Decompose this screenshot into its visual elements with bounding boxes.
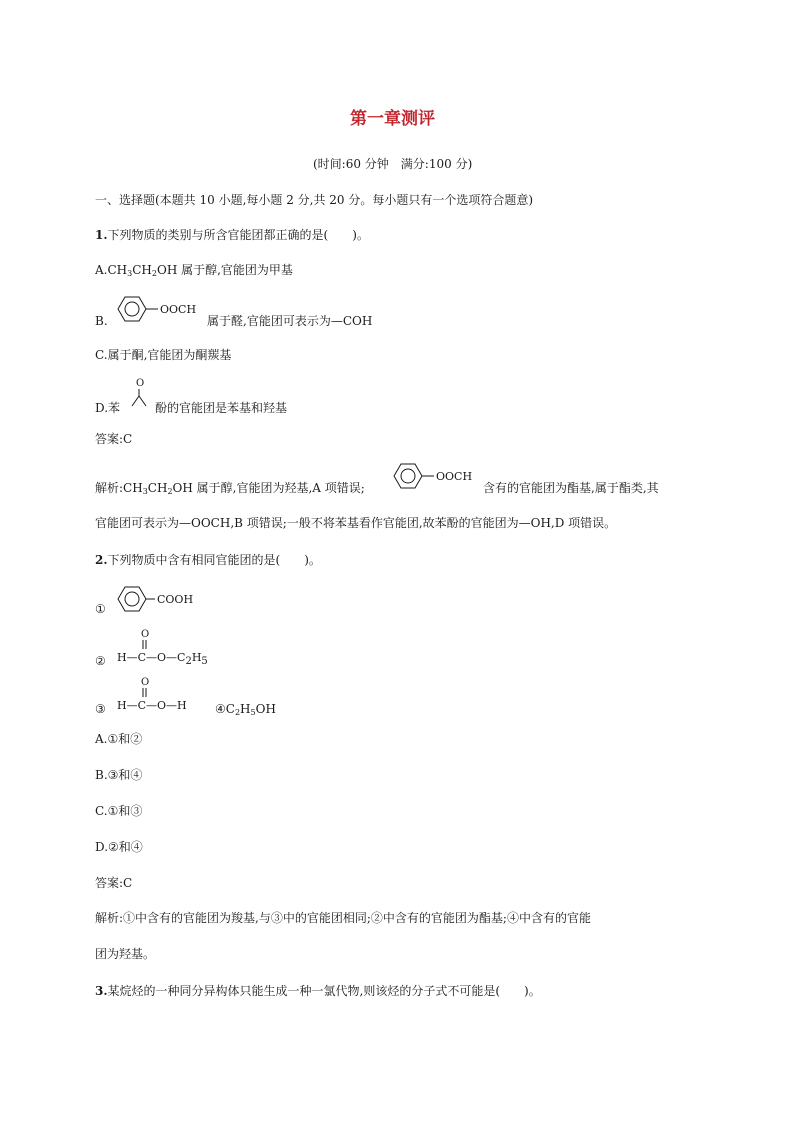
formula-part: CH [107, 263, 128, 277]
benzene-ring-icon [389, 460, 481, 494]
subscript: 3 [127, 269, 133, 278]
benzene-ooch-structure-explanation [389, 460, 481, 494]
question-1-stem [95, 227, 369, 243]
question-1-explanation-line-2: 官能团可表示为—OOCH,B 项错误;一般不将苯基看作官能团,故苯酚的官能团为—OH,D 项错误。 [95, 516, 617, 530]
question-3-stem [95, 983, 541, 999]
formula-part: CH [123, 481, 143, 495]
subscript: 5 [250, 708, 256, 717]
option-text: 属于醇,官能团为甲基 [177, 263, 293, 277]
substituent-label: COOH [157, 593, 194, 606]
molecule-4-label: ④ [215, 702, 226, 716]
question-text: 下列物质中含有相同官能团的是( )。 [107, 553, 321, 567]
question-number: 1. [95, 228, 108, 242]
formula-part: OH [255, 702, 276, 716]
question-1-answer: 答案:C [95, 432, 133, 446]
benzene-ring-icon [113, 293, 205, 327]
structure-chain: H—C—O—H [117, 699, 187, 712]
subscript: 2 [234, 708, 241, 717]
question-1-option-a [95, 262, 293, 278]
substituent-label: OOCH [160, 303, 197, 316]
question-number: 2. [95, 553, 108, 567]
question-1-option-d-label: D.苯 [95, 401, 121, 415]
question-number: 3. [95, 984, 108, 998]
subscript: 2 [151, 269, 157, 278]
question-text: 某烷烃的一种同分异构体只能生成一种一氯代物,则该烃的分子式不可能是( )。 [107, 984, 541, 998]
question-2-option-a: A.①和② [95, 732, 143, 746]
question-1-option-d-text: 酚的官能团是苯基和羟基 [155, 401, 288, 415]
question-2-option-b: B.③和④ [95, 768, 143, 782]
question-1-option-c: C.属于酮,官能团为酮羰基 [95, 348, 232, 362]
oxygen-label: O [136, 378, 145, 389]
subscript: 2 [167, 487, 173, 496]
substituent-label: OOCH [436, 470, 473, 483]
carbonyl-bond-icon [117, 627, 227, 667]
formula-part: CH [147, 481, 168, 495]
formula-part: CH [132, 263, 152, 277]
carbonyl-skeleton-icon [128, 376, 152, 410]
exam-meta: (时间:60 分钟 满分:100 分) [313, 157, 473, 171]
question-text: 下列物质的类别与所含官能团都正确的是( )。 [107, 228, 369, 242]
ketone-skeleton-structure [128, 376, 152, 410]
explanation-text: 属于醇,官能团为羟基,A 项错误; [192, 481, 365, 495]
question-1-option-b-text: 属于醛,官能团可表示为—COH [207, 314, 373, 328]
section-heading: 一、选择题(本题共 10 小题,每小题 2 分,共 20 分。每小题只有一个选项符合题意) [95, 193, 534, 207]
question-2-explanation-line-1: 解析:①中含有的官能团为羧基,与③中的官能团相同;②中含有的官能团为酯基;④中含有的官能 [95, 911, 591, 925]
formula-part: C [225, 702, 235, 716]
formula-part: OH [172, 481, 193, 495]
formula-part: OH [156, 263, 178, 277]
structure-chain: H—C—O—C2H5 [117, 651, 208, 667]
formic-acid-structure [117, 675, 207, 715]
document-title: 第一章测评 [350, 109, 435, 129]
carbonyl-bond-icon [117, 675, 207, 715]
question-2-option-c: C.①和③ [95, 804, 143, 818]
option-label: A. [95, 263, 108, 277]
carbonyl-oxygen: O [141, 629, 150, 640]
question-2-answer: 答案:C [95, 876, 133, 890]
molecule-4 [215, 701, 276, 717]
benzene-ring-icon [113, 583, 205, 617]
molecule-3-label: ③ [95, 702, 106, 716]
question-2-option-d: D.②和④ [95, 840, 143, 854]
formula-part: H [240, 702, 251, 716]
question-1-explanation-line-1a [95, 480, 365, 496]
molecule-2-label: ② [95, 654, 106, 668]
question-1-explanation-line-1b: 含有的官能团为酯基,属于酯类,其 [483, 481, 659, 495]
molecule-1-label: ① [95, 602, 106, 616]
ethyl-formate-structure [117, 627, 227, 667]
question-1-option-b-label: B. [95, 314, 108, 328]
subscript: 3 [142, 487, 148, 496]
question-2-explanation-line-2: 团为羟基。 [95, 947, 156, 961]
carbonyl-oxygen: O [141, 677, 150, 688]
benzene-ooch-structure-b [113, 293, 205, 327]
benzoic-acid-structure [113, 583, 205, 617]
explanation-prefix: 解析: [95, 481, 124, 495]
question-2-stem [95, 552, 321, 568]
